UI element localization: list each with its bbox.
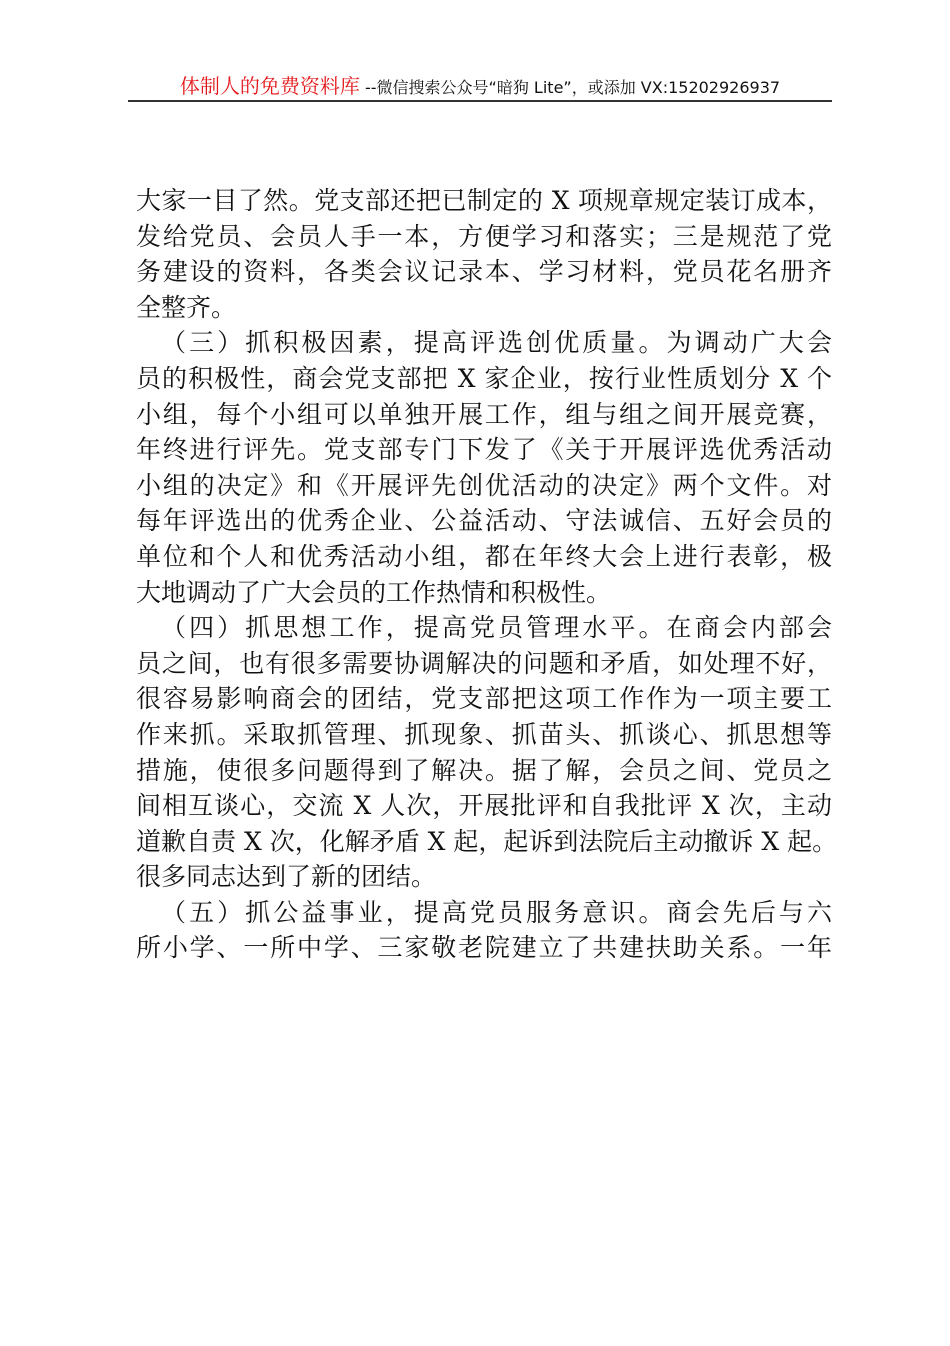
- text-line: 员的积极性，商会党支部把 X 家企业，按行业性质划分 X 个: [136, 363, 832, 393]
- text-line: 务建设的资料，各类会议记录本、学习材料，党员花名册齐: [136, 257, 832, 287]
- section-heading-line: （三）抓积极因素，提高评选创优质量。为调动广大会: [161, 328, 832, 358]
- text-line: 全整齐。: [136, 292, 237, 322]
- text-line: 很多同志达到了新的团结。: [136, 862, 437, 892]
- text-line: 员之间，也有很多需要协调解决的问题和矛盾，如处理不好，: [136, 648, 832, 678]
- text-line: 单位和个人和优秀活动小组，都在年终大会上进行表彰，极: [136, 541, 832, 571]
- section-heading-line: （五）抓公益事业，提高党员服务意识。商会先后与六: [161, 897, 832, 927]
- document-body: [136, 183, 838, 966]
- text-line: 发给党员、会员人手一本，方便学习和落实；三是规范了党: [136, 221, 832, 251]
- header-contact: --微信搜索公众号“暗狗 Lite”，或添加 VX:15202926937: [359, 78, 781, 97]
- text-line: 小组，每个小组可以单独开展工作，组与组之间开展竞赛，: [136, 399, 832, 429]
- text-line: 每年评选出的优秀企业、公益活动、守法诚信、五好会员的: [136, 506, 832, 536]
- section-heading-line: （四）抓思想工作，提高党员管理水平。在商会内部会: [161, 613, 832, 643]
- header-brand: 体制人的免费资料库: [179, 74, 360, 98]
- text-line: 作来抓。采取抓管理、抓现象、抓苗头、抓谈心、抓思想等: [136, 719, 832, 749]
- text-line: 大家一目了然。党支部还把已制定的 X 项规章规定装订成本，: [136, 186, 832, 215]
- text-line: 大地调动了广大会员的工作热情和积极性。: [136, 577, 612, 607]
- text-line: 间相互谈心，交流 X 人次，开展批评和自我批评 X 次，主动: [136, 791, 832, 821]
- text-line: 年终进行评先。党支部专门下发了《关于开展评选优秀活动: [136, 435, 832, 465]
- text-line: 措施，使很多问题得到了解决。据了解，会员之间、党员之: [136, 755, 832, 785]
- text-line: 很容易影响商会的团结，党支部把这项工作作为一项主要工: [136, 684, 832, 714]
- text-line: 所小学、一所中学、三家敬老院建立了共建扶助关系。一年: [136, 933, 832, 963]
- text-line: 小组的决定》和《开展评先创优活动的决定》两个文件。对: [136, 470, 832, 500]
- text-line: 道歉自责 X 次，化解矛盾 X 起，起诉到法院后主动撤诉 X 起。: [136, 826, 838, 856]
- page-header: [128, 70, 832, 102]
